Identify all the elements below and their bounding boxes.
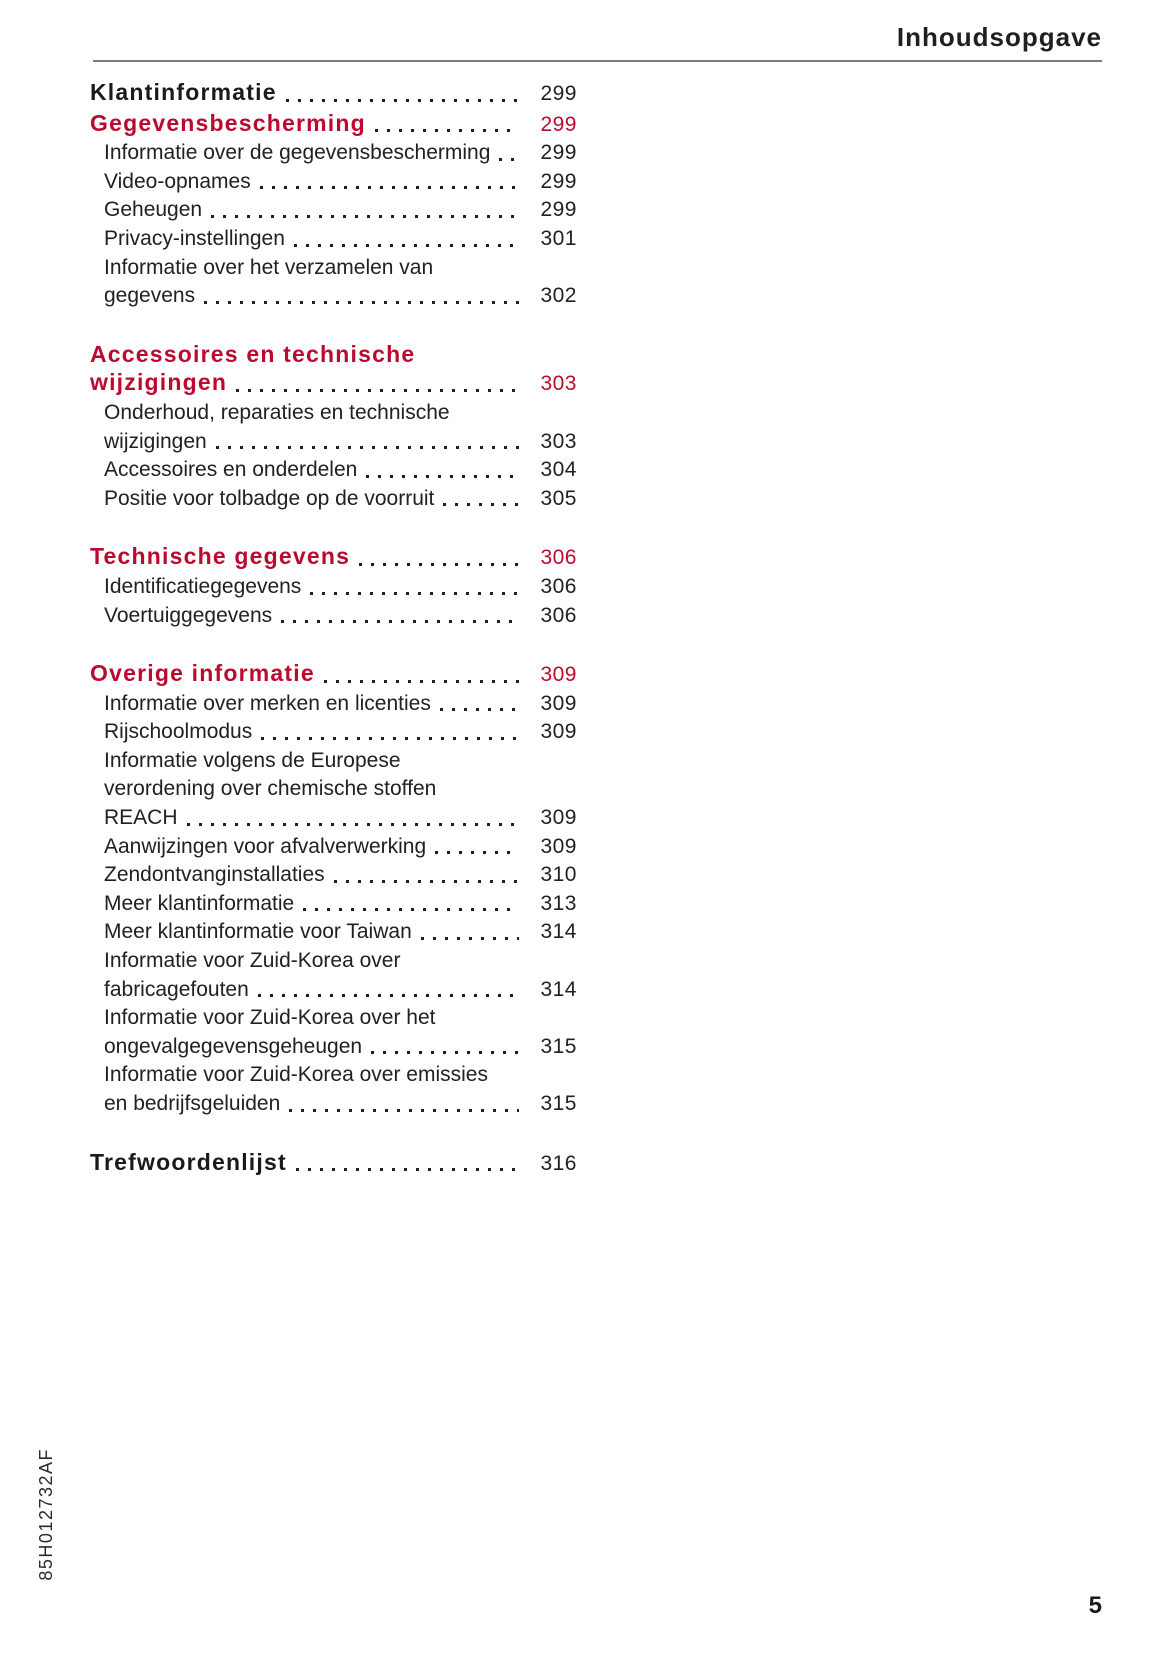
toc-entry-page: 315	[540, 1092, 577, 1115]
toc-entry-line	[90, 918, 577, 947]
toc-entry-line	[90, 282, 577, 311]
toc-entry-page: 316	[540, 1151, 577, 1175]
dotted-leader	[204, 282, 519, 311]
toc-entry-line	[90, 225, 577, 254]
dotted-leader	[421, 918, 519, 947]
toc-entry-line	[90, 399, 577, 428]
dotted-leader	[324, 659, 519, 690]
toc-entry-line	[90, 78, 577, 109]
toc-entry-label: Overige informatie	[90, 660, 315, 687]
dotted-leader	[499, 139, 519, 168]
toc-entry-label: Informatie voor Zuid-Korea over het	[104, 1006, 436, 1030]
toc-entry-label: Informatie volgens de Europese	[104, 748, 401, 772]
toc-entry-label: Identificatiegegevens	[104, 574, 302, 598]
page-number: 5	[1088, 1592, 1102, 1619]
page-title: Inhoudsopgave	[896, 22, 1102, 52]
toc-entry-label: Aanwijzingen voor afvalverwerking	[104, 834, 427, 858]
toc-entry[interactable]	[90, 542, 577, 573]
toc-entry-line	[90, 602, 577, 631]
toc-entry-label: REACH	[104, 806, 178, 830]
toc-entry-line	[90, 890, 577, 919]
toc-entry[interactable]	[90, 659, 577, 690]
toc-entry-label: ongevalgegevensgeheugen	[104, 1034, 363, 1058]
toc-entry-line	[90, 1033, 577, 1062]
toc-entry[interactable]	[90, 747, 577, 833]
toc-entry[interactable]	[90, 399, 577, 456]
toc-entry-line	[90, 542, 577, 573]
toc-entry-page: 305	[540, 486, 577, 510]
toc-entry[interactable]	[90, 1061, 577, 1118]
toc-entry-line	[90, 139, 577, 168]
toc-entry-line	[90, 861, 577, 890]
dotted-leader	[440, 690, 519, 719]
toc-entry-page: 313	[540, 891, 577, 915]
toc-entry-page: 306	[540, 546, 577, 570]
table-of-contents	[90, 78, 577, 1178]
toc-entry-label: Onderhoud, reparaties en technische	[104, 400, 450, 424]
toc-entry-label: wijzigingen	[104, 429, 207, 453]
toc-entry[interactable]	[90, 225, 577, 254]
toc-entry-label: Informatie over de gegevensbescherming	[104, 141, 491, 165]
toc-entry-page: 299	[540, 141, 577, 165]
toc-entry-label: Informatie over merken en licenties	[104, 691, 431, 715]
toc-entry-line	[90, 747, 577, 776]
toc-entry-page: 309	[540, 806, 577, 830]
toc-section	[90, 340, 577, 514]
toc-entry-label: Video-opnames	[104, 169, 251, 193]
toc-entry-page: 299	[540, 82, 577, 105]
toc-entry-page: 309	[540, 720, 577, 744]
toc-entry-label: Informatie over het verzamelen van	[104, 255, 434, 279]
toc-entry-page: 304	[540, 458, 577, 482]
toc-entry[interactable]	[90, 168, 577, 197]
toc-entry-line	[90, 804, 577, 833]
toc-entry-label: Informatie voor Zuid-Korea over emissies	[104, 1063, 488, 1087]
toc-entry-label: Privacy-instellingen	[104, 226, 285, 250]
toc-entry[interactable]	[90, 78, 577, 109]
toc-entry[interactable]	[90, 918, 577, 947]
toc-entry-page: 314	[540, 977, 577, 1001]
dotted-leader	[286, 78, 519, 109]
toc-entry-line	[90, 1004, 577, 1033]
dotted-leader	[366, 456, 519, 485]
toc-entry[interactable]	[90, 340, 577, 399]
toc-entry-line	[90, 659, 577, 690]
toc-entry-label: Rijschoolmodus	[104, 720, 253, 744]
toc-entry-page: 303	[540, 429, 577, 453]
toc-entry-label: Meer klantinformatie	[104, 891, 295, 915]
toc-entry-page: 309	[540, 691, 577, 715]
toc-entry-label: Voertuiggegevens	[104, 603, 273, 627]
toc-entry[interactable]	[90, 1004, 577, 1061]
toc-entry-label: Klantinformatie	[90, 79, 277, 105]
dotted-leader	[289, 1090, 519, 1119]
dotted-leader	[334, 861, 519, 890]
toc-entry-page: 309	[540, 834, 577, 858]
dotted-leader	[260, 168, 519, 197]
toc-entry-label: fabricagefouten	[104, 977, 249, 1001]
toc-entry-line	[90, 573, 577, 602]
toc-entry-line	[90, 254, 577, 283]
toc-entry-line	[90, 976, 577, 1005]
header-divider	[93, 60, 1102, 62]
dotted-leader	[236, 368, 519, 399]
dotted-leader	[261, 718, 519, 747]
dotted-leader	[211, 196, 519, 225]
toc-entry[interactable]	[90, 573, 577, 602]
dotted-leader	[187, 804, 519, 833]
toc-entry-label: Accessoires en onderdelen	[104, 458, 358, 482]
toc-entry-line	[90, 718, 577, 747]
toc-entry-line	[90, 485, 577, 514]
toc-section	[90, 659, 577, 1119]
toc-entry-label: Geheugen	[104, 198, 203, 222]
toc-entry[interactable]	[90, 109, 577, 140]
dotted-leader	[296, 1148, 519, 1179]
toc-entry[interactable]	[90, 485, 577, 514]
dotted-leader	[359, 542, 519, 573]
document-code: 85H012732AF	[36, 1448, 56, 1581]
toc-entry[interactable]	[90, 602, 577, 631]
toc-entry-line	[90, 690, 577, 719]
dotted-leader	[371, 1033, 519, 1062]
toc-entry-page: 310	[540, 863, 577, 887]
toc-entry-page: 309	[540, 663, 577, 687]
toc-entry-page: 301	[540, 226, 577, 250]
toc-entry-page: 315	[540, 1034, 577, 1058]
dotted-leader	[443, 485, 519, 514]
page-header	[93, 22, 1102, 62]
toc-entry-line	[90, 833, 577, 862]
toc-entry-page: 306	[540, 574, 577, 598]
toc-entry-line	[90, 109, 577, 140]
toc-entry[interactable]	[90, 947, 577, 1004]
toc-entry[interactable]	[90, 690, 577, 719]
toc-entry-line	[90, 340, 577, 369]
toc-entry-page: 299	[540, 169, 577, 193]
toc-entry-label: Informatie voor Zuid-Korea over	[104, 949, 401, 973]
toc-entry-label: Accessoires en technische	[90, 340, 416, 367]
toc-entry-label: en bedrijfsgeluiden	[104, 1092, 281, 1115]
toc-section	[90, 78, 577, 311]
toc-entry-page: 299	[540, 198, 577, 222]
toc-entry-page: 302	[540, 284, 577, 308]
toc-entry-page: 314	[540, 920, 577, 944]
toc-entry-line	[90, 368, 577, 399]
dotted-leader	[310, 573, 519, 602]
toc-entry-line	[90, 1090, 577, 1119]
toc-entry-line	[90, 428, 577, 457]
dotted-leader	[216, 428, 519, 457]
toc-entry-label: Meer klantinformatie voor Taiwan	[104, 920, 412, 944]
dotted-leader	[435, 833, 519, 862]
toc-entry-line	[90, 775, 577, 804]
toc-entry[interactable]	[90, 718, 577, 747]
toc-entry-label: Trefwoordenlijst	[90, 1148, 287, 1175]
toc-entry[interactable]	[90, 254, 577, 311]
toc-entry-page: 303	[540, 372, 577, 396]
toc-entry-label: gegevens	[104, 284, 196, 308]
toc-entry-page: 299	[540, 112, 577, 136]
dotted-leader	[258, 976, 519, 1005]
toc-entry-label: Technische gegevens	[90, 543, 351, 570]
toc-entry-line	[90, 947, 577, 976]
dotted-leader	[303, 890, 519, 919]
toc-entry-line	[90, 456, 577, 485]
toc-section	[90, 542, 577, 630]
toc-entry-label: verordening over chemische stoffen	[104, 777, 437, 801]
dotted-leader	[375, 109, 519, 140]
toc-entry-page: 306	[540, 603, 577, 627]
toc-entry-line	[90, 196, 577, 225]
toc-entry[interactable]	[90, 196, 577, 225]
toc-entry-label: wijzigingen	[90, 369, 228, 396]
dotted-leader	[281, 602, 519, 631]
toc-entry-label: Positie voor tolbadge op de voorruit	[104, 486, 435, 510]
toc-entry-label: Gegevensbescherming	[90, 109, 366, 136]
toc-entry[interactable]	[90, 890, 577, 919]
toc-entry[interactable]	[90, 456, 577, 485]
toc-entry[interactable]	[90, 833, 577, 862]
toc-entry[interactable]	[90, 1148, 577, 1179]
toc-entry-label: Zendontvanginstallaties	[104, 863, 325, 887]
toc-entry-line	[90, 168, 577, 197]
toc-entry-line	[90, 1061, 577, 1090]
dotted-leader	[294, 225, 519, 254]
toc-entry[interactable]	[90, 139, 577, 168]
toc-entry[interactable]	[90, 861, 577, 890]
toc-entry-line	[90, 1148, 577, 1179]
toc-section	[90, 1148, 577, 1179]
